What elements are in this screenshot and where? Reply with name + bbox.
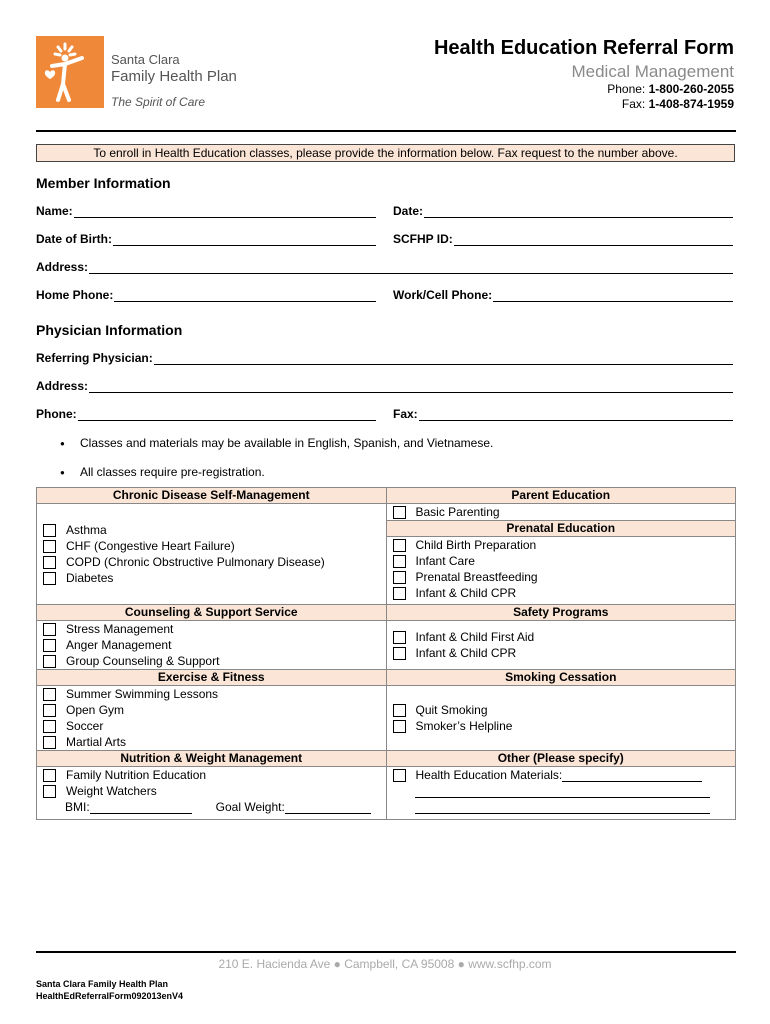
- bullet-icon: ●: [60, 439, 65, 449]
- checkbox-label: Smoker’s Helpline: [415, 719, 513, 733]
- checkbox-item[interactable]: [387, 553, 736, 569]
- form-title: Health Education Referral Form: [433, 37, 734, 59]
- checkbox-item[interactable]: [37, 767, 386, 783]
- checkbox-icon[interactable]: [393, 555, 406, 568]
- member-address-field[interactable]: [36, 260, 733, 274]
- checkbox-label: Soccer: [66, 719, 104, 733]
- checkbox-icon[interactable]: [393, 704, 406, 717]
- checkbox-item[interactable]: [387, 569, 736, 585]
- smoking-cell: [386, 670, 736, 751]
- checkbox-item[interactable]: [387, 629, 736, 645]
- checkbox-icon[interactable]: [43, 688, 56, 701]
- counseling-heading: Counseling & Support Service: [37, 605, 386, 621]
- checkbox-label: Weight Watchers: [66, 784, 157, 798]
- scfhp-id-field[interactable]: [393, 232, 733, 246]
- org-tagline: The Spirit of Care: [111, 95, 206, 109]
- checkbox-item[interactable]: [387, 585, 736, 601]
- checkbox-item[interactable]: [387, 718, 736, 734]
- parent-prenatal-cell: [386, 488, 736, 605]
- member-address-label: Address:: [36, 260, 89, 274]
- exercise-heading: Exercise & Fitness: [37, 670, 386, 686]
- member-address-line[interactable]: [89, 261, 733, 274]
- checkbox-label: Basic Parenting: [415, 505, 500, 519]
- physician-fax-line[interactable]: [419, 408, 733, 421]
- work-phone-label: Work/Cell Phone:: [393, 288, 493, 302]
- checkbox-item[interactable]: [37, 538, 386, 554]
- checkbox-label: Martial Arts: [66, 735, 127, 749]
- footer-form-id: HealthEdReferralForm092013enV4: [36, 991, 184, 1001]
- bmi-line[interactable]: [90, 801, 192, 814]
- checkbox-label: Infant & Child First Aid: [415, 630, 535, 644]
- checkbox-icon[interactable]: [43, 785, 56, 798]
- bmi-goal-row: [37, 799, 386, 815]
- checkbox-label: CHF (Congestive Heart Failure): [66, 539, 235, 553]
- checkbox-item[interactable]: [37, 783, 386, 799]
- checkbox-label: Infant & Child CPR: [415, 586, 517, 600]
- other-heading: Other (Please specify): [387, 751, 736, 767]
- checkbox-icon[interactable]: [43, 769, 56, 782]
- checkbox-item[interactable]: [387, 645, 736, 661]
- work-phone-line[interactable]: [493, 289, 733, 302]
- nutrition-cell: [37, 751, 387, 820]
- physician-address-field[interactable]: [36, 379, 733, 393]
- checkbox-item[interactable]: [37, 734, 386, 750]
- checkbox-item[interactable]: [37, 637, 386, 653]
- checkbox-label: Group Counseling & Support: [66, 654, 220, 668]
- checkbox-icon[interactable]: [43, 639, 56, 652]
- family-logo-icon: [36, 36, 104, 108]
- checkbox-item[interactable]: [37, 554, 386, 570]
- member-info-heading: Member Information: [36, 175, 171, 191]
- physician-address-line[interactable]: [89, 380, 733, 393]
- other-line-3[interactable]: [415, 801, 710, 814]
- checkbox-icon[interactable]: [43, 720, 56, 733]
- dob-label: Date of Birth:: [36, 232, 112, 246]
- smoking-heading: Smoking Cessation: [387, 670, 736, 686]
- phone-number: 1-800-260-2055: [648, 82, 734, 96]
- scfhp-id-line[interactable]: [454, 233, 733, 246]
- checkbox-icon[interactable]: [393, 587, 406, 600]
- footer-org: Santa Clara Family Health Plan: [36, 979, 169, 989]
- materials-line[interactable]: [562, 769, 702, 782]
- checkbox-label: Prenatal Breastfeeding: [415, 570, 538, 584]
- other-line-2[interactable]: [415, 785, 710, 798]
- checkbox-label: Child Birth Preparation: [415, 538, 537, 552]
- checkbox-icon[interactable]: [43, 556, 56, 569]
- checkbox-icon[interactable]: [43, 623, 56, 636]
- prenatal-heading: Prenatal Education: [387, 520, 736, 537]
- logo: [36, 36, 104, 108]
- checkbox-icon[interactable]: [393, 571, 406, 584]
- physician-phone-label: Phone:: [36, 407, 77, 421]
- parent-heading: Parent Education: [387, 488, 736, 504]
- checkbox-item[interactable]: [37, 522, 386, 538]
- checkbox-item[interactable]: [37, 621, 386, 637]
- checkbox-label: Asthma: [66, 523, 107, 537]
- home-phone-line[interactable]: [114, 289, 376, 302]
- date-line[interactable]: [424, 205, 733, 218]
- checkbox-label: COPD (Chronic Obstructive Pulmonary Disease): [66, 555, 325, 569]
- exercise-cell: [37, 670, 387, 751]
- name-label: Name:: [36, 204, 73, 218]
- fax-label: Fax:: [621, 97, 649, 111]
- scfhp-id-label: SCFHP ID:: [393, 232, 453, 246]
- checkbox-item[interactable]: [37, 686, 386, 702]
- goal-weight-line[interactable]: [285, 801, 371, 814]
- referring-physician-label: Referring Physician:: [36, 351, 153, 365]
- chronic-cell: [37, 488, 387, 605]
- physician-phone-line[interactable]: [78, 408, 376, 421]
- checkbox-label: Quit Smoking: [415, 703, 488, 717]
- checkbox-label: Summer Swimming Lessons: [66, 687, 219, 701]
- safety-heading: Safety Programs: [387, 605, 736, 621]
- checkbox-icon[interactable]: [43, 704, 56, 717]
- chronic-heading: Chronic Disease Self-Management: [37, 488, 386, 504]
- date-field[interactable]: [393, 204, 733, 218]
- goal-weight-label: Goal Weight:: [215, 800, 285, 814]
- checkbox-item[interactable]: [37, 702, 386, 718]
- checkbox-icon[interactable]: [43, 524, 56, 537]
- checkbox-icon[interactable]: [393, 769, 406, 782]
- phone-line: [607, 82, 734, 96]
- physician-fax-label: Fax:: [393, 407, 418, 421]
- home-phone-label: Home Phone:: [36, 288, 114, 302]
- checkbox-icon[interactable]: [43, 655, 56, 668]
- referring-physician-field[interactable]: [36, 351, 733, 365]
- checkbox-icon[interactable]: [393, 539, 406, 552]
- work-phone-field[interactable]: [393, 288, 733, 302]
- date-label: Date:: [393, 204, 424, 218]
- nutrition-heading: Nutrition & Weight Management: [37, 751, 386, 767]
- checkbox-icon[interactable]: [393, 631, 406, 644]
- referring-physician-line[interactable]: [154, 352, 733, 365]
- org-name: [111, 53, 237, 85]
- bullet-registration: [60, 465, 265, 479]
- checkbox-icon[interactable]: [43, 572, 56, 585]
- checkbox-item[interactable]: [387, 504, 736, 520]
- checkbox-item[interactable]: [387, 537, 736, 553]
- physician-info-heading: Physician Information: [36, 322, 183, 338]
- physician-fax-field[interactable]: [393, 407, 733, 421]
- checkbox-item[interactable]: [37, 718, 386, 734]
- footer-address: 210 E. Hacienda Ave ● Campbell, CA 95008 ● www.scfhp.com: [218, 957, 552, 971]
- name-line[interactable]: [74, 205, 376, 218]
- checkbox-label: Family Nutrition Education: [66, 768, 207, 782]
- checkbox-icon[interactable]: [393, 647, 406, 660]
- counseling-cell: [37, 605, 387, 670]
- instruction-banner: To enroll in Health Education classes, please provide the information below. Fax request to the number above.: [36, 144, 735, 162]
- phone-label: Phone:: [607, 82, 649, 96]
- checkbox-label: Anger Management: [66, 638, 172, 652]
- checkbox-item[interactable]: [387, 702, 736, 718]
- physician-address-label: Address:: [36, 379, 89, 393]
- checkbox-item[interactable]: [37, 570, 386, 586]
- bullet-icon: ●: [60, 468, 65, 478]
- bullet-text: All classes require pre-registration.: [80, 465, 265, 479]
- checkbox-label: Open Gym: [66, 703, 125, 717]
- home-phone-field[interactable]: [36, 288, 376, 302]
- org-name-line2: Family Health Plan: [111, 67, 237, 85]
- checkbox-label: Infant Care: [415, 554, 475, 568]
- checkbox-label: Health Education Materials:: [415, 768, 563, 782]
- checkbox-icon[interactable]: [393, 506, 406, 519]
- programs-table: [36, 487, 736, 820]
- other-cell: [386, 751, 736, 820]
- checkbox-icon[interactable]: [43, 540, 56, 553]
- checkbox-icon[interactable]: [43, 736, 56, 749]
- checkbox-label: Infant & Child CPR: [415, 646, 517, 660]
- checkbox-item[interactable]: [37, 653, 386, 669]
- bmi-label: BMI:: [65, 800, 90, 814]
- header-divider: [36, 130, 736, 132]
- physician-phone-field[interactable]: [36, 407, 376, 421]
- org-name-line1: Santa Clara: [111, 52, 180, 67]
- name-field[interactable]: [36, 204, 376, 218]
- dob-line[interactable]: [113, 233, 376, 246]
- checkbox-label: Stress Management: [66, 622, 174, 636]
- fax-line: [622, 97, 734, 111]
- bullet-text: Classes and materials may be available in English, Spanish, and Vietnamese.: [80, 436, 494, 450]
- checkbox-label: Diabetes: [66, 571, 114, 585]
- fax-number: 1-408-874-1959: [648, 97, 734, 111]
- form-subtitle: Medical Management: [571, 62, 734, 81]
- dob-field[interactable]: [36, 232, 376, 246]
- bullet-languages: [60, 436, 493, 450]
- checkbox-icon[interactable]: [393, 720, 406, 733]
- checkbox-item[interactable]: [387, 767, 736, 783]
- footer-divider: [36, 951, 736, 953]
- safety-cell: [386, 605, 736, 670]
